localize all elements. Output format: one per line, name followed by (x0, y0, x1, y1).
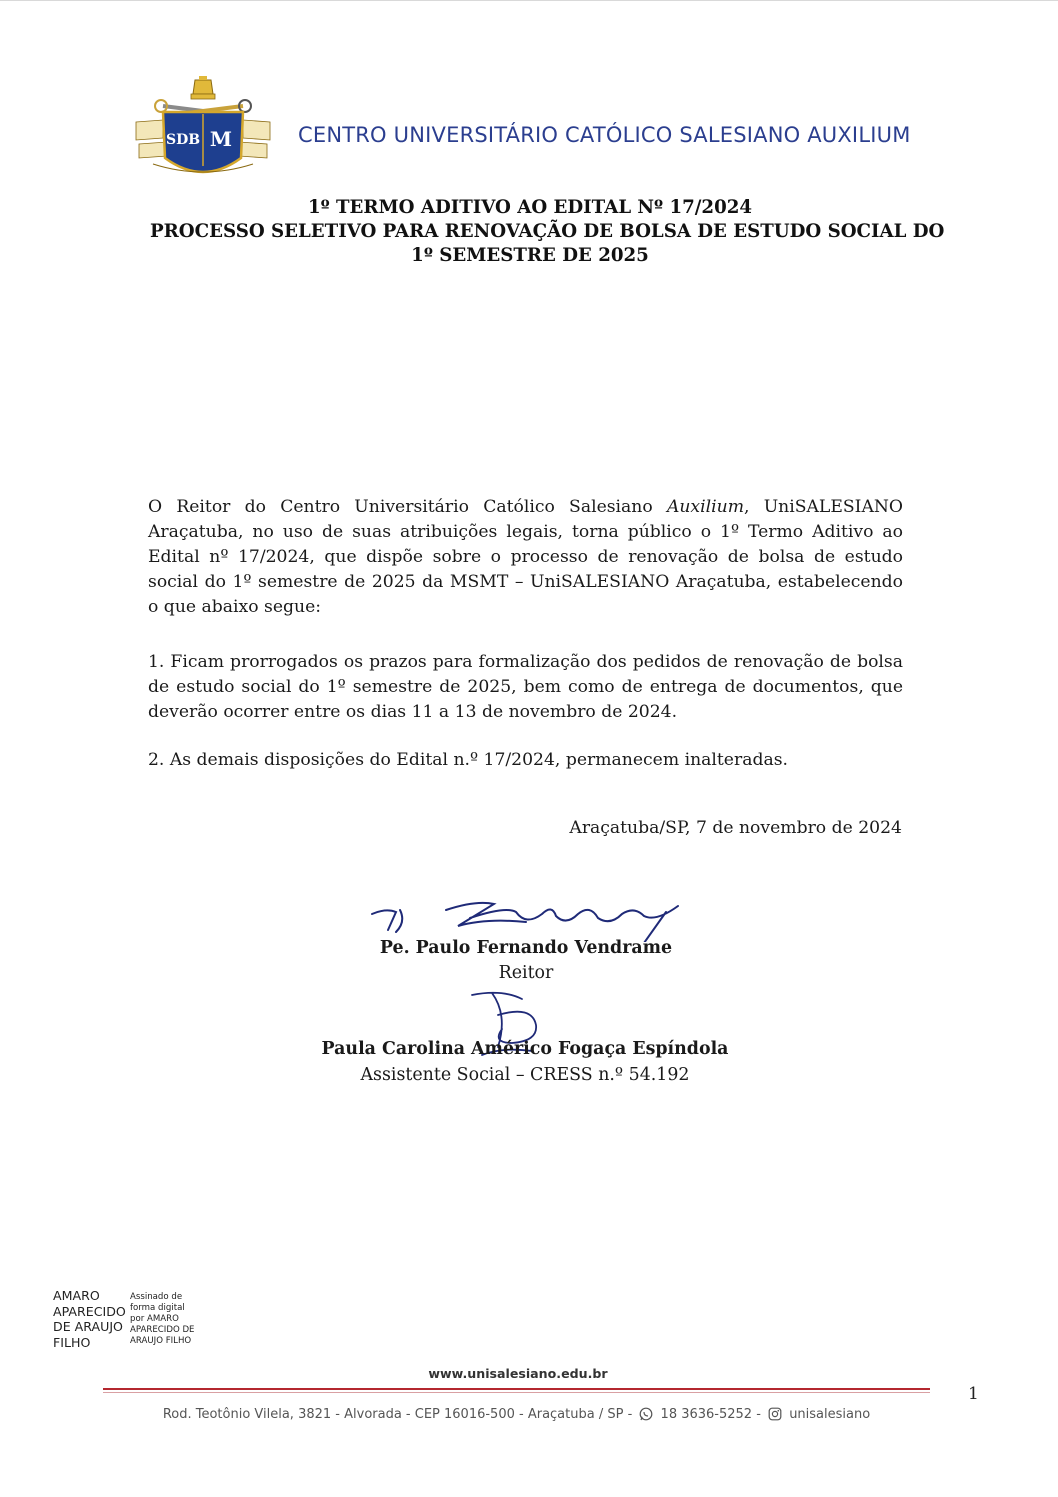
document-title (150, 196, 945, 268)
intro-text-italic: Auxilium (666, 497, 744, 517)
dsig-note-line: Assinado de (130, 1292, 183, 1302)
whatsapp-icon (639, 1407, 653, 1421)
footer-divider-shadow (103, 1392, 930, 1393)
dsig-name-line: APARECIDO (53, 1303, 126, 1319)
title-line-1: 1º TERMO ADITIVO AO EDITAL Nº 17/2024 (307, 197, 753, 218)
logo-monogram-left: SDB (165, 132, 201, 148)
social-worker-name: Paula Carolina Américo Fogaça Espíndola (321, 1039, 729, 1059)
page-number: 1 (968, 1384, 979, 1404)
intro-paragraph (148, 495, 903, 620)
digital-signature-note (130, 1292, 195, 1347)
place-date: Araçatuba/SP, 7 de novembro de 2024 (569, 818, 902, 838)
dsig-name-line: DE ARAUJO (53, 1319, 123, 1334)
footer-website-link[interactable]: www.unisalesiano.edu.br (428, 1366, 608, 1381)
top-border (0, 0, 1058, 1)
footer-phone: 18 3636-5252 - (660, 1407, 761, 1422)
instagram-icon (768, 1407, 782, 1421)
intro-text-start: O Reitor do Centro Universitário Católico Salesiano (148, 497, 667, 517)
logo-monogram-right: M (209, 127, 233, 151)
dsig-name-line: FILHO (53, 1334, 91, 1350)
footer-divider (103, 1388, 930, 1390)
footer-instagram-handle: unisalesiano (789, 1407, 871, 1422)
institution-name: CENTRO UNIVERSITÁRIO CATÓLICO SALESIANO AUXILIUM (298, 123, 911, 147)
dsig-name-line: AMARO (53, 1288, 100, 1303)
rector-name: Pe. Paulo Fernando Vendrame (379, 938, 673, 958)
footer-address: Rod. Teotônio Vilela, 3821 - Alvorada - CEP 16016-500 - Araçatuba / SP - (162, 1407, 633, 1422)
dsig-note-line: ARAUJO FILHO (130, 1336, 192, 1346)
intro-text-end: , UniSALESIANO Araçatuba, no uso de suas atribuições legais, torna público o 1º Termo Aditivo ao Edital nº 17/2024, que dispõe sobre o processo de renovação de bolsa de estudo social do 1º semestre de 2025 da MSMT – UniSALESIANO Araçatuba, estabelecendo o que abaixo segue: (148, 497, 903, 617)
dsig-note-line: por AMARO (130, 1314, 179, 1324)
social-worker-role: Assistente Social – CRESS n.º 54.192 (360, 1065, 690, 1085)
rector-role: Reitor (498, 963, 554, 983)
coat-of-arms-logo (133, 76, 273, 180)
title-line-3: 1º SEMESTRE DE 2025 (411, 245, 649, 266)
title-line-2: PROCESSO SELETIVO PARA RENOVAÇÃO DE BOLSA DE ESTUDO SOCIAL DO (150, 221, 945, 242)
footer-contact-line (103, 1407, 930, 1422)
item-1-paragraph: 1. Ficam prorrogados os prazos para formalização dos pedidos de renovação de bolsa de estudo social do 1º semestre de 2025, bem como de entrega de documentos, que deverão ocorrer entre os dias 11 a 13 de novembro de 2024. (148, 652, 903, 722)
dsig-note-line: forma digital (130, 1303, 185, 1313)
dsig-note-line: APARECIDO DE (130, 1325, 195, 1335)
item-2-paragraph: 2. As demais disposições do Edital n.º 17/2024, permanecem inalteradas. (148, 750, 788, 770)
signature-rector (366, 892, 696, 942)
digital-signature-name (53, 1288, 126, 1350)
